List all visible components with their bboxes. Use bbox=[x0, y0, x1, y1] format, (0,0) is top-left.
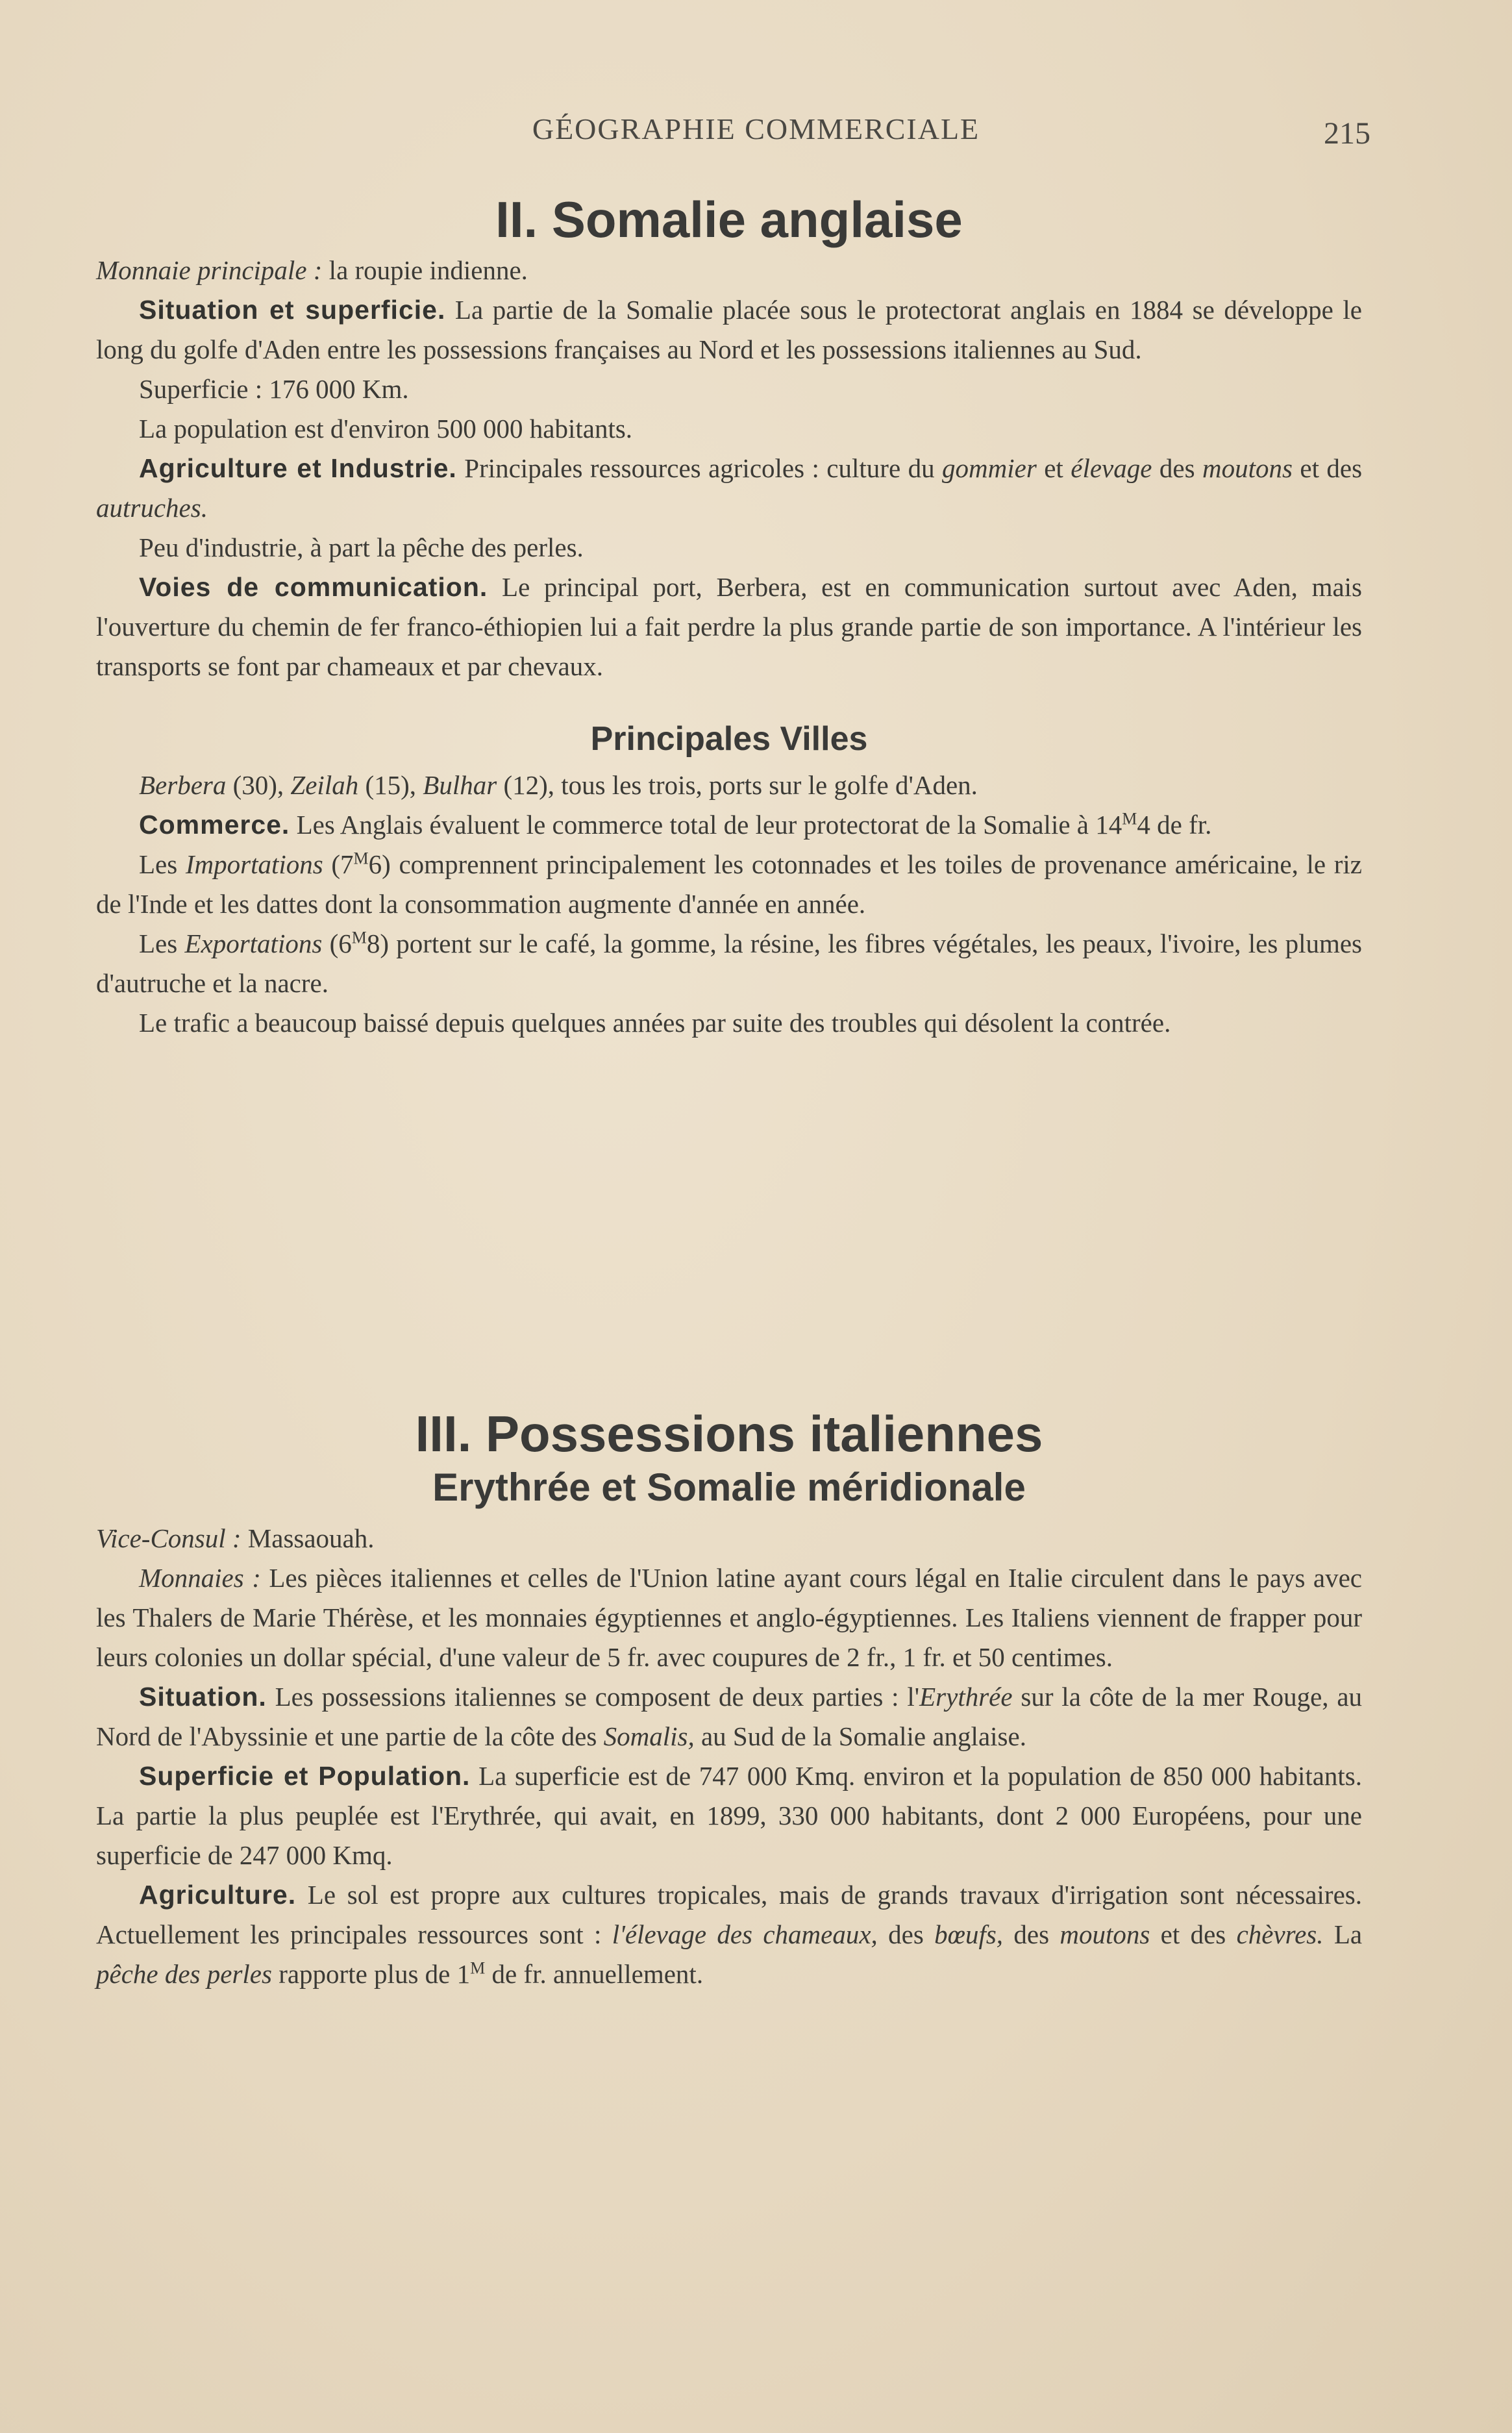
situation-text: La partie de la Somalie placée sous le protectorat anglais en 1884 se développe le long du golfe d'Aden entre les possessions françaises au Nord et les possessions italiennes au Sud. bbox=[96, 294, 1362, 364]
situation-text: au Sud de la Somalie anglaise. bbox=[700, 1721, 1026, 1751]
superficie-text: La superficie est de 747 000 Kmq. environ et la population de 850 000 habitants. La partie la plus peuplée est l'Erythrée, qui avait, en 1899, 330 000 habitants, dont 2 000 Européens, pour une superficie de 247 000 Kmq. bbox=[96, 1760, 1363, 1870]
commerce-text: 4 de fr. bbox=[1137, 809, 1212, 840]
running-title: GÉOGRAPHIE COMMERCIALE bbox=[532, 112, 980, 145]
agriculture-paragraph bbox=[96, 1875, 1362, 1994]
villes-title: Principales Villes bbox=[590, 719, 868, 758]
voies-paragraph bbox=[96, 568, 1362, 686]
agri-text: des bbox=[1159, 453, 1195, 483]
export-text: Les bbox=[139, 928, 178, 958]
vice-consul-line bbox=[96, 1519, 1362, 1558]
section-title: II. Somalie anglaise bbox=[495, 191, 963, 248]
voies-label: Voies de communication. bbox=[139, 571, 488, 602]
agri-text: et des bbox=[1300, 453, 1363, 483]
agriculture-paragraph bbox=[96, 449, 1362, 528]
situation-italic: Erythrée bbox=[919, 1681, 1013, 1712]
commerce-text: Les Anglais évaluent le commerce total de leur protectorat de la Somalie à 14 bbox=[296, 809, 1122, 840]
agri-italic: chèvres. bbox=[1236, 1919, 1324, 1949]
situation-label: Situation. bbox=[139, 1681, 267, 1712]
export-text: (6 bbox=[329, 928, 352, 958]
page-number: 215 bbox=[1324, 116, 1370, 151]
monnaies-paragraph bbox=[96, 1558, 1362, 1677]
running-header bbox=[0, 112, 1512, 151]
import-text: (7 bbox=[331, 849, 354, 879]
import-italic: Importations bbox=[185, 849, 323, 879]
monnaie-value: la roupie indienne. bbox=[328, 255, 528, 285]
situation-paragraph bbox=[96, 290, 1362, 369]
trafic-paragraph: Le trafic a beaucoup baissé depuis quelques années par suite des troubles qui désolent la contrée. bbox=[139, 1007, 1171, 1038]
agriculture-label: Agriculture. bbox=[139, 1879, 297, 1910]
commerce-paragraph bbox=[96, 805, 1362, 845]
commerce-label: Commerce. bbox=[139, 809, 290, 840]
monnaie-label: Monnaie principale : bbox=[96, 255, 323, 285]
agri-italic: gommier bbox=[942, 453, 1037, 483]
million-superscript: M bbox=[351, 928, 367, 947]
agriculture-label: Agriculture et Industrie. bbox=[139, 453, 457, 483]
importations-paragraph bbox=[96, 845, 1362, 924]
agri-text: et bbox=[1044, 453, 1063, 483]
situation-italic: Somalis, bbox=[603, 1721, 695, 1751]
agri-italic: moutons bbox=[1060, 1919, 1150, 1949]
section-somalie-anglaise bbox=[96, 190, 1362, 1043]
agri-italic: bœufs, bbox=[934, 1919, 1004, 1949]
import-text: Les bbox=[139, 849, 178, 879]
voies-text: Le principal port, Berbera, est en communication surtout avec Aden, mais l'ouverture du chemin de fer franco-éthiopien lui a fait perdre la plus grande partie de son importance. A l'intérieur les transports se font par chameaux et par chevaux. bbox=[96, 571, 1363, 681]
section-possessions-italiennes bbox=[96, 1404, 1362, 1994]
agri-text: La bbox=[1333, 1919, 1363, 1949]
agri-italic: élevage bbox=[1071, 453, 1152, 483]
population-line: La population est d'environ 500 000 habitants. bbox=[139, 413, 633, 443]
monnaies-text: Les pièces italiennes et celles de l'Union latine ayant cours légal en Italie circulent dans le pays avec les Thalers de Marie Thérèse, et les monnaies égyptiennes et anglo-égyptiennes. Les Italiens viennent de frapper pour leurs colonies un dollar spécial, d'une valeur de 5 fr. avec coupures de 2 fr., 1 fr. et 50 centimes. bbox=[96, 1562, 1362, 1672]
export-italic: Exportations bbox=[184, 928, 323, 958]
city-population: (30), bbox=[232, 769, 284, 800]
exportations-paragraph bbox=[96, 924, 1362, 1003]
monnaies-label: Monnaies : bbox=[139, 1562, 261, 1593]
agri-text: des bbox=[1013, 1919, 1050, 1949]
million-superscript: M bbox=[470, 1958, 486, 1977]
situation-text: Les possessions italiennes se composent de deux parties : l' bbox=[275, 1681, 920, 1712]
export-text: 8) portent sur le café, la gomme, la résine, les fibres végétales, les peaux, l'ivoire, les plumes d'autruche et la nacre. bbox=[96, 928, 1363, 998]
agri-italic: moutons bbox=[1202, 453, 1293, 483]
vice-consul-label: Vice-Consul : bbox=[96, 1523, 242, 1553]
city-population: (12), tous les trois, ports sur le golfe d'Aden. bbox=[503, 769, 978, 800]
situation-paragraph bbox=[96, 1677, 1362, 1756]
vice-consul-value: Massaouah. bbox=[247, 1523, 375, 1553]
city-name: Berbera bbox=[139, 769, 227, 800]
agri-italic: l'élevage des chameaux, bbox=[612, 1919, 878, 1949]
villes-line bbox=[96, 766, 1362, 805]
million-superscript: M bbox=[353, 849, 369, 868]
million-superscript: M bbox=[1122, 809, 1137, 829]
section-subtitle: Erythrée et Somalie méridionale bbox=[432, 1465, 1026, 1509]
superficie-label: Superficie et Population. bbox=[139, 1760, 471, 1791]
agri-text: des bbox=[888, 1919, 924, 1949]
city-name: Bulhar bbox=[423, 769, 497, 800]
city-population: (15), bbox=[365, 769, 417, 800]
agri-italic: pêche des perles bbox=[96, 1958, 272, 1989]
agri-text: et des bbox=[1160, 1919, 1226, 1949]
situation-text: sur la côte de la mer Rouge, au Nord de l'Abyssinie et une partie de la côte des bbox=[96, 1681, 1363, 1751]
section-title: III. Possessions italiennes bbox=[415, 1405, 1043, 1462]
situation-label: Situation et superficie. bbox=[139, 294, 446, 325]
agri-text: Principales ressources agricoles : culture du bbox=[464, 453, 935, 483]
import-text: 6) comprennent principalement les cotonnades et les toiles de provenance américaine, le riz de l'Inde et les dattes dont la consommation augmente d'année en année. bbox=[96, 849, 1363, 919]
agri-text: rapporte plus de 1 bbox=[279, 1958, 471, 1989]
agri-italic: autruches. bbox=[96, 492, 208, 523]
superficie-line: Superficie : 176 000 Km. bbox=[139, 373, 409, 404]
monnaie-line bbox=[96, 251, 1362, 290]
city-name: Zeilah bbox=[290, 769, 359, 800]
agri-text: de fr. annuellement. bbox=[491, 1958, 704, 1989]
agri-text: Le sol est propre aux cultures tropicales, mais de grands travaux d'irrigation sont nécessaires. Actuellement les principales ressources sont : bbox=[96, 1879, 1362, 1949]
industrie-line: Peu d'industrie, à part la pêche des perles. bbox=[139, 532, 584, 562]
superficie-population-paragraph bbox=[96, 1756, 1362, 1875]
